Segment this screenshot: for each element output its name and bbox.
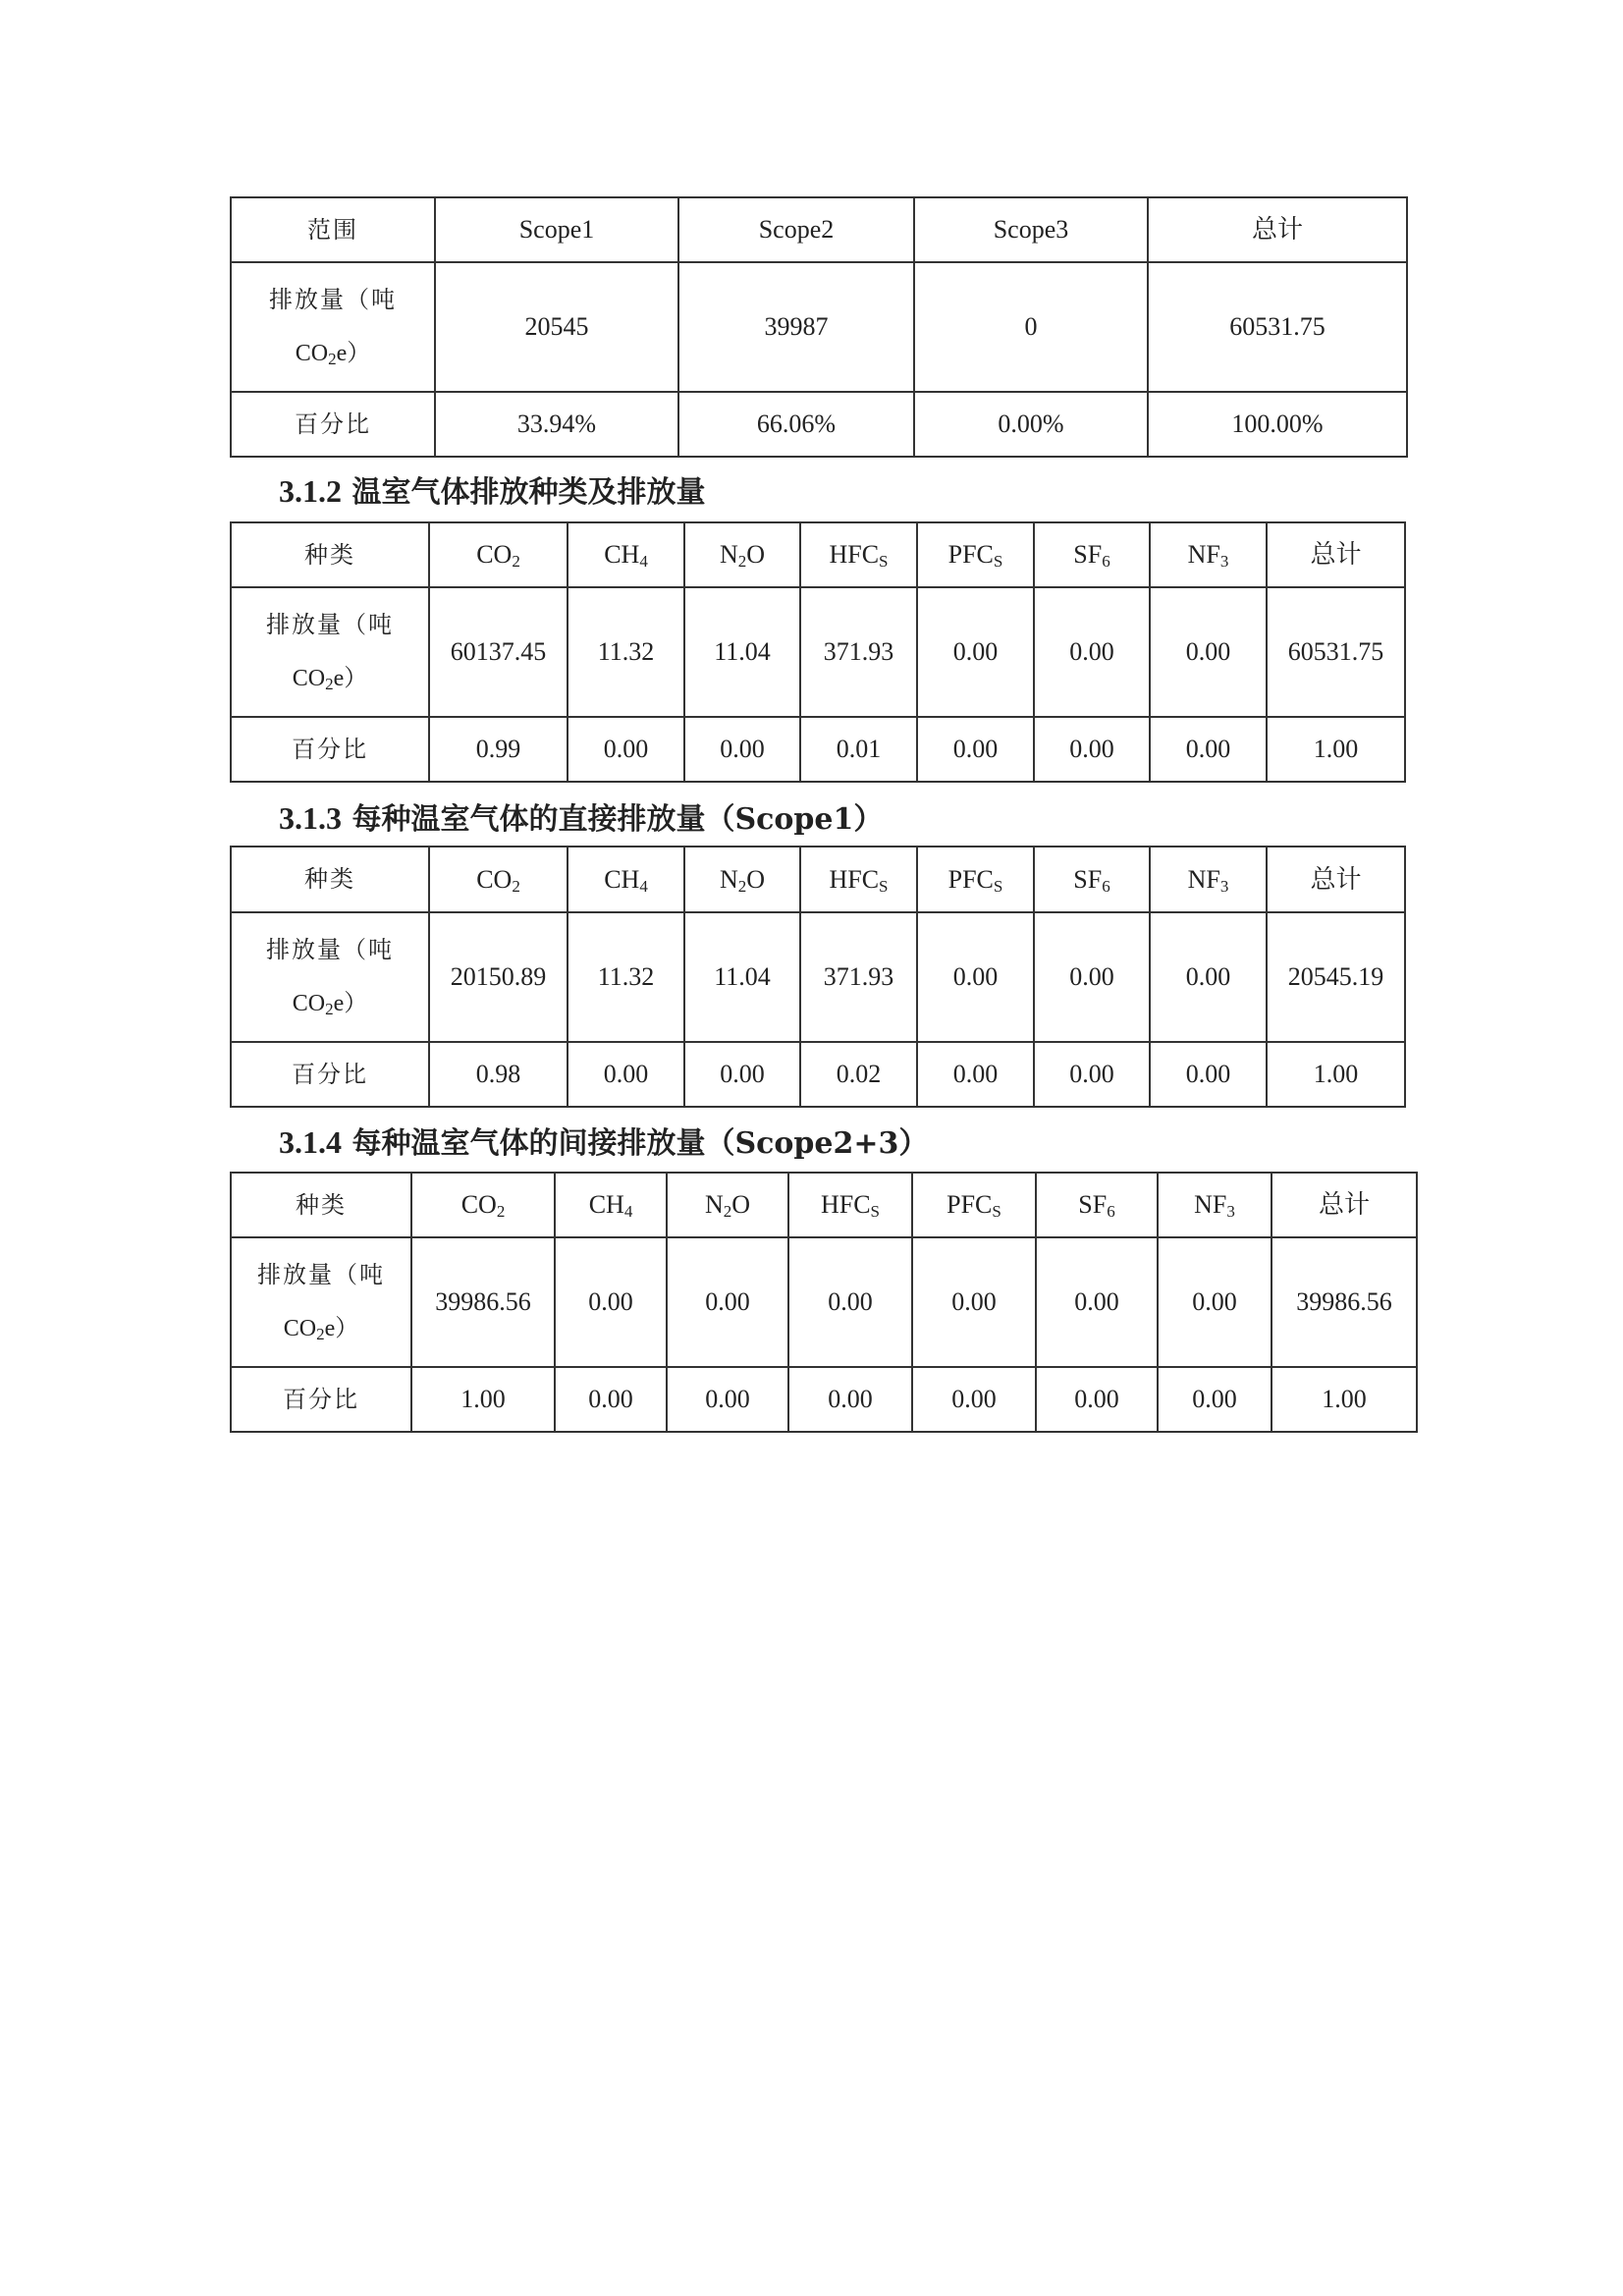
label-line: 排放量（吨	[266, 936, 394, 964]
percent-value-cell: 0.02	[800, 1042, 917, 1107]
cell-text: PFC	[947, 864, 994, 894]
percent-value-cell: 0.00	[667, 1367, 788, 1432]
percent-value-cell: 0.00	[684, 717, 800, 782]
row-label-percent: 百分比	[231, 392, 435, 457]
percent-value-cell: 0.00%	[914, 392, 1148, 457]
cell-text-suffix: O	[731, 1190, 751, 1220]
emission-value-cell: 0.00	[1158, 1237, 1271, 1367]
label-line: 排放量（吨	[266, 611, 394, 639]
emission-value-cell: 39986.56	[1271, 1237, 1417, 1367]
cell-text: NF	[1187, 864, 1220, 894]
percent-value-cell: 1.00	[1267, 1042, 1405, 1107]
cell-text: HFC	[829, 540, 880, 570]
header-cell	[231, 197, 435, 262]
subscript: S	[879, 552, 889, 572]
cell-text: SF	[1078, 1190, 1108, 1220]
header-cell	[411, 1173, 555, 1237]
percent-value-cell: 33.94%	[435, 392, 678, 457]
cell-text: CO	[292, 991, 326, 1016]
percent-value-cell: 0.00	[568, 1042, 684, 1107]
cell-text: 总计	[1310, 540, 1362, 570]
emission-value-cell: 11.04	[684, 912, 800, 1042]
section-heading	[279, 1119, 928, 1162]
percent-value-cell: 1.00	[411, 1367, 555, 1432]
percent-value-cell: 0.00	[1036, 1367, 1158, 1432]
cell-text: HFC	[820, 1190, 871, 1220]
header-cell	[788, 1173, 912, 1237]
row-label-percent: 百分比	[231, 1367, 411, 1432]
row-label-emissions	[231, 262, 435, 392]
subscript: 4	[623, 1202, 633, 1222]
gas-emissions-table	[230, 521, 1406, 783]
subscript: 6	[1102, 876, 1110, 896]
cell-text-suffix: O	[746, 864, 766, 894]
table-row-percent	[231, 717, 1405, 782]
header-cell	[568, 847, 684, 912]
header-cell	[1148, 197, 1407, 262]
emission-value-cell: 0	[914, 262, 1148, 392]
cell-text-suffix: e）	[333, 666, 368, 691]
header-cell	[684, 522, 800, 587]
subscript: S	[993, 876, 1003, 896]
table-header-row	[231, 522, 1405, 587]
emission-value-cell: 0.00	[788, 1237, 912, 1367]
subscript: 2	[496, 1202, 506, 1222]
subscript: 6	[1102, 552, 1110, 572]
gas-emissions-table	[230, 846, 1406, 1108]
header-cell	[912, 1173, 1036, 1237]
header-cell	[1150, 522, 1267, 587]
emission-value-cell: 20545.19	[1267, 912, 1405, 1042]
subscript: S	[879, 876, 889, 896]
subscript: 2	[512, 876, 520, 896]
label-line	[232, 990, 428, 1018]
cell-text: Scope2	[758, 215, 835, 245]
cell-text: CO	[476, 540, 513, 570]
section-title: 温室气体排放种类及排放量	[352, 475, 706, 510]
cell-text: Scope1	[518, 215, 595, 245]
header-cell	[435, 197, 678, 262]
cell-text: NF	[1194, 1190, 1227, 1220]
header-cell	[917, 847, 1034, 912]
header-cell	[1034, 847, 1150, 912]
percent-value-cell: 66.06%	[678, 392, 914, 457]
emission-value-cell: 20545	[435, 262, 678, 392]
section-title: 每种温室气体的间接排放量（Scope2+3）	[352, 1126, 929, 1161]
section-number: 3.1.2	[279, 473, 342, 509]
header-cell	[1036, 1173, 1158, 1237]
emission-value-cell: 0.00	[912, 1237, 1036, 1367]
cell-text: PFC	[947, 1190, 993, 1220]
gas-emissions-table	[230, 1172, 1418, 1433]
cell-text: 种类	[304, 865, 355, 894]
row-label-emissions	[231, 1237, 411, 1367]
emission-value-cell: 11.04	[684, 587, 800, 717]
subscript: 2	[316, 1325, 325, 1343]
emission-value-cell: 0.00	[555, 1237, 667, 1367]
header-cell	[231, 1173, 411, 1237]
percent-value-cell: 0.98	[429, 1042, 568, 1107]
cell-text: N	[704, 1190, 724, 1220]
subscript: 2	[325, 675, 334, 693]
percent-value-cell: 0.00	[568, 717, 684, 782]
label-line: 排放量（吨	[257, 1261, 385, 1289]
section-heading	[279, 467, 705, 511]
header-cell	[429, 522, 568, 587]
emission-value-cell: 0.00	[1150, 912, 1267, 1042]
percent-value-cell: 0.00	[1150, 717, 1267, 782]
header-cell	[1267, 847, 1405, 912]
percent-value-cell: 0.00	[917, 1042, 1034, 1107]
table-header-row	[231, 1173, 1417, 1237]
cell-text: N	[719, 864, 738, 894]
emission-value-cell: 60531.75	[1148, 262, 1407, 392]
header-cell	[568, 522, 684, 587]
cell-text: CH	[588, 1190, 624, 1220]
emission-value-cell: 0.00	[667, 1237, 788, 1367]
percent-value-cell: 1.00	[1271, 1367, 1417, 1432]
cell-text: NF	[1187, 540, 1220, 570]
cell-text: CO	[283, 1316, 317, 1341]
percent-value-cell: 0.00	[1158, 1367, 1271, 1432]
emission-value-cell: 39986.56	[411, 1237, 555, 1367]
percent-value-cell: 1.00	[1267, 717, 1405, 782]
header-cell	[800, 847, 917, 912]
scope-summary-table	[230, 196, 1408, 458]
row-label-percent: 百分比	[231, 1042, 429, 1107]
section-number: 3.1.3	[279, 800, 342, 836]
table-row-emissions	[231, 912, 1405, 1042]
emission-value-cell: 11.32	[568, 912, 684, 1042]
percent-value-cell: 0.00	[1034, 1042, 1150, 1107]
header-cell	[1271, 1173, 1417, 1237]
percent-value-cell: 0.00	[1150, 1042, 1267, 1107]
emission-value-cell: 39987	[678, 262, 914, 392]
cell-text: HFC	[829, 864, 880, 894]
emission-value-cell: 0.00	[1036, 1237, 1158, 1367]
subscript: 2	[512, 552, 520, 572]
subscript: 3	[1219, 876, 1229, 896]
table-row-emissions	[231, 1237, 1417, 1367]
cell-text: CO	[476, 864, 513, 894]
header-cell	[917, 522, 1034, 587]
cell-text: 总计	[1251, 215, 1303, 245]
percent-value-cell: 0.00	[917, 717, 1034, 782]
subscript: 2	[737, 552, 747, 572]
row-label-percent: 百分比	[231, 717, 429, 782]
emission-value-cell: 0.00	[917, 587, 1034, 717]
cell-text-suffix: e）	[333, 991, 368, 1016]
subscript: 2	[328, 350, 337, 368]
percent-value-cell: 0.00	[1034, 717, 1150, 782]
table-row-emissions	[231, 262, 1407, 392]
cell-text: SF	[1073, 864, 1103, 894]
table-row-percent	[231, 1042, 1405, 1107]
label-line	[232, 1315, 410, 1343]
section-heading	[279, 794, 883, 838]
emission-value-cell: 11.32	[568, 587, 684, 717]
header-cell	[800, 522, 917, 587]
label-line: 排放量（吨	[269, 286, 397, 314]
subscript: 3	[1219, 552, 1229, 572]
table-row-percent	[231, 392, 1407, 457]
section-number: 3.1.4	[279, 1124, 342, 1160]
percent-value-cell: 0.01	[800, 717, 917, 782]
cell-text: Scope3	[993, 215, 1069, 245]
emission-value-cell: 60137.45	[429, 587, 568, 717]
table-header-row	[231, 197, 1407, 262]
header-cell	[667, 1173, 788, 1237]
cell-text: N	[719, 540, 738, 570]
percent-value-cell: 0.00	[912, 1367, 1036, 1432]
cell-text-suffix: e）	[324, 1316, 359, 1341]
emission-value-cell: 0.00	[1150, 587, 1267, 717]
cell-text: SF	[1073, 540, 1103, 570]
table-row-percent	[231, 1367, 1417, 1432]
cell-text: CH	[604, 864, 640, 894]
header-cell	[231, 522, 429, 587]
emission-value-cell: 0.00	[1034, 587, 1150, 717]
cell-text-suffix: e）	[336, 341, 371, 366]
subscript: S	[993, 552, 1003, 572]
header-cell	[1150, 847, 1267, 912]
table-header-row	[231, 847, 1405, 912]
cell-text: CH	[604, 540, 640, 570]
cell-text: CO	[292, 666, 326, 691]
row-label-emissions	[231, 587, 429, 717]
cell-text: CO	[460, 1190, 497, 1220]
header-cell	[555, 1173, 667, 1237]
emission-value-cell: 0.00	[1034, 912, 1150, 1042]
percent-value-cell: 100.00%	[1148, 392, 1407, 457]
emission-value-cell: 371.93	[800, 912, 917, 1042]
emission-value-cell: 60531.75	[1267, 587, 1405, 717]
subscript: 6	[1107, 1202, 1115, 1222]
cell-text: PFC	[947, 540, 994, 570]
header-cell	[231, 847, 429, 912]
emission-value-cell: 371.93	[800, 587, 917, 717]
subscript: 2	[325, 1000, 334, 1018]
section-title: 每种温室气体的直接排放量（Scope1）	[352, 802, 884, 837]
cell-text: CO	[295, 341, 329, 366]
cell-text: 范围	[307, 215, 358, 244]
percent-value-cell: 0.99	[429, 717, 568, 782]
row-label-emissions	[231, 912, 429, 1042]
subscript: 2	[737, 876, 747, 896]
header-cell	[1267, 522, 1405, 587]
cell-text-suffix: O	[746, 540, 766, 570]
label-line	[232, 340, 434, 368]
header-cell	[429, 847, 568, 912]
percent-value-cell: 0.00	[788, 1367, 912, 1432]
subscript: S	[992, 1202, 1001, 1222]
subscript: 4	[639, 552, 648, 572]
label-line	[232, 665, 428, 693]
emission-value-cell: 20150.89	[429, 912, 568, 1042]
header-cell	[1034, 522, 1150, 587]
emission-value-cell: 0.00	[917, 912, 1034, 1042]
cell-text: 种类	[304, 540, 355, 569]
subscript: 3	[1226, 1202, 1235, 1222]
subscript: S	[870, 1202, 881, 1222]
cell-text: 种类	[296, 1190, 347, 1219]
header-cell	[1158, 1173, 1271, 1237]
header-cell	[684, 847, 800, 912]
cell-text: 总计	[1318, 1190, 1370, 1220]
header-cell	[678, 197, 914, 262]
header-cell	[914, 197, 1148, 262]
percent-value-cell: 0.00	[684, 1042, 800, 1107]
table-row-emissions	[231, 587, 1405, 717]
subscript: 4	[639, 876, 648, 896]
cell-text: 总计	[1310, 864, 1362, 894]
subscript: 2	[723, 1202, 732, 1222]
percent-value-cell: 0.00	[555, 1367, 667, 1432]
